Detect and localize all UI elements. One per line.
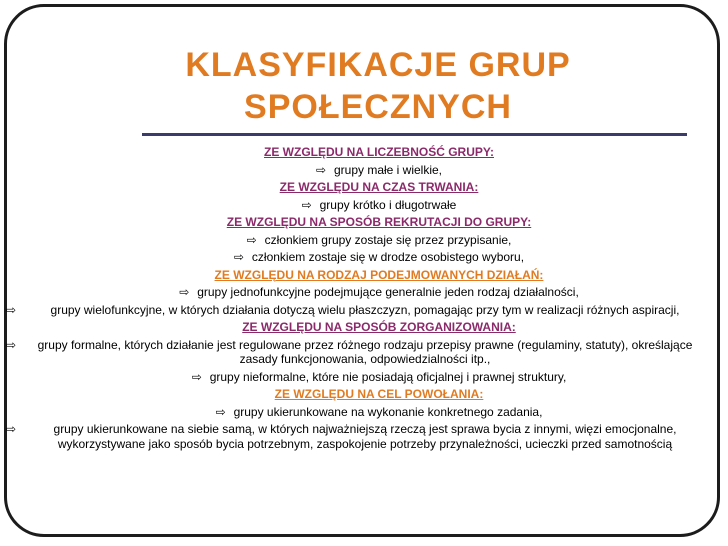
list-item: [6, 303, 704, 318]
arrow-outline-right-icon: ⇨: [301, 197, 312, 212]
section-heading-organization: ZE WZGLĘDU NA SPOSÓB ZORGANIZOWANIA:: [242, 320, 516, 334]
list-item-text: grupy nieformalne, które nie posiadają oficjalnej i prawnej struktury,: [209, 369, 567, 384]
arrow-outline-right-icon: ⇨: [246, 232, 257, 247]
list-item-text: grupy wielofunkcyjne, w których działania dotyczą wielu płaszczyzn, pomagając przy tym w realizacji różnych aspiracji,: [50, 302, 680, 317]
list-item: [72, 233, 686, 248]
arrow-outline-right-icon: ⇨: [215, 404, 226, 419]
section-heading-duration: ZE WZGLĘDU NA CZAS TRWANIA:: [279, 180, 479, 194]
arrow-outline-right-icon: ⇨: [6, 337, 17, 352]
list-item: [6, 338, 704, 367]
list-item-text: grupy ukierunkowane na wykonanie konkretnego zadania,: [233, 404, 543, 419]
arrow-outline-right-icon: ⇨: [179, 285, 190, 299]
list-item-text: grupy krótko i długotrwałe: [319, 197, 457, 212]
list-item: [72, 285, 686, 300]
list-item: [72, 198, 686, 213]
title-divider: [142, 133, 687, 136]
title-line-1: KLASYFIKACJE GRUP: [185, 46, 571, 84]
title-line-2: SPOŁECZNYCH: [244, 88, 512, 126]
list-item-text: grupy formalne, których działanie jest regulowane przez różnego rodzaju przepisy prawne (regulaminy, statuty), określające zasady funkcjonowania, odpowiedzialności itp.,: [37, 337, 693, 366]
arrow-outline-right-icon: ⇨: [315, 162, 327, 177]
arrow-outline-right-icon: ⇨: [233, 250, 244, 264]
list-item-text: grupy ukierunkowane na siebie samą, w których najważniejszą rzeczą jest sprawa bycia z innymi, więzi emocjonalne, wykorzystywane jako sposób bycia potrzebnym, zaspokojenie potrzeby przynależności, ucieczki przed samotnością: [53, 422, 677, 451]
list-item-text: grupy małe i wielkie,: [333, 162, 443, 177]
list-item: [72, 250, 686, 265]
arrow-outline-right-icon: ⇨: [6, 302, 17, 317]
list-item-text: członkiem zostaje się w drodze osobistego wyboru,: [251, 250, 525, 264]
section-heading-activities: ZE WZGLĘDU NA RODZAJ PODEJMOWANYCH DZIAŁAŃ:: [214, 267, 544, 282]
arrow-outline-right-icon: ⇨: [6, 422, 17, 436]
section-heading-recruitment: ZE WZGLĘDU NA SPOSÓB REKRUTACJI DO GRUPY:: [226, 215, 532, 229]
section-heading-purpose: ZE WZGLĘDU NA CEL POWOŁANIA:: [274, 387, 484, 401]
list-item: [72, 405, 686, 420]
list-item: [72, 370, 686, 385]
arrow-outline-right-icon: ⇨: [191, 369, 202, 384]
list-item-text: członkiem grupy zostaje się przez przypisanie,: [264, 232, 512, 247]
list-item: [72, 163, 686, 178]
list-item-text: grupy jednofunkcyjne podejmujące generalnie jeden rodzaj działalności,: [197, 285, 579, 299]
slide-title: [60, 44, 696, 128]
list-item: [6, 422, 704, 451]
section-heading-size: ZE WZGLĘDU NA LICZEBNOŚĆ GRUPY:: [264, 145, 494, 159]
slide-content: [6, 143, 693, 454]
